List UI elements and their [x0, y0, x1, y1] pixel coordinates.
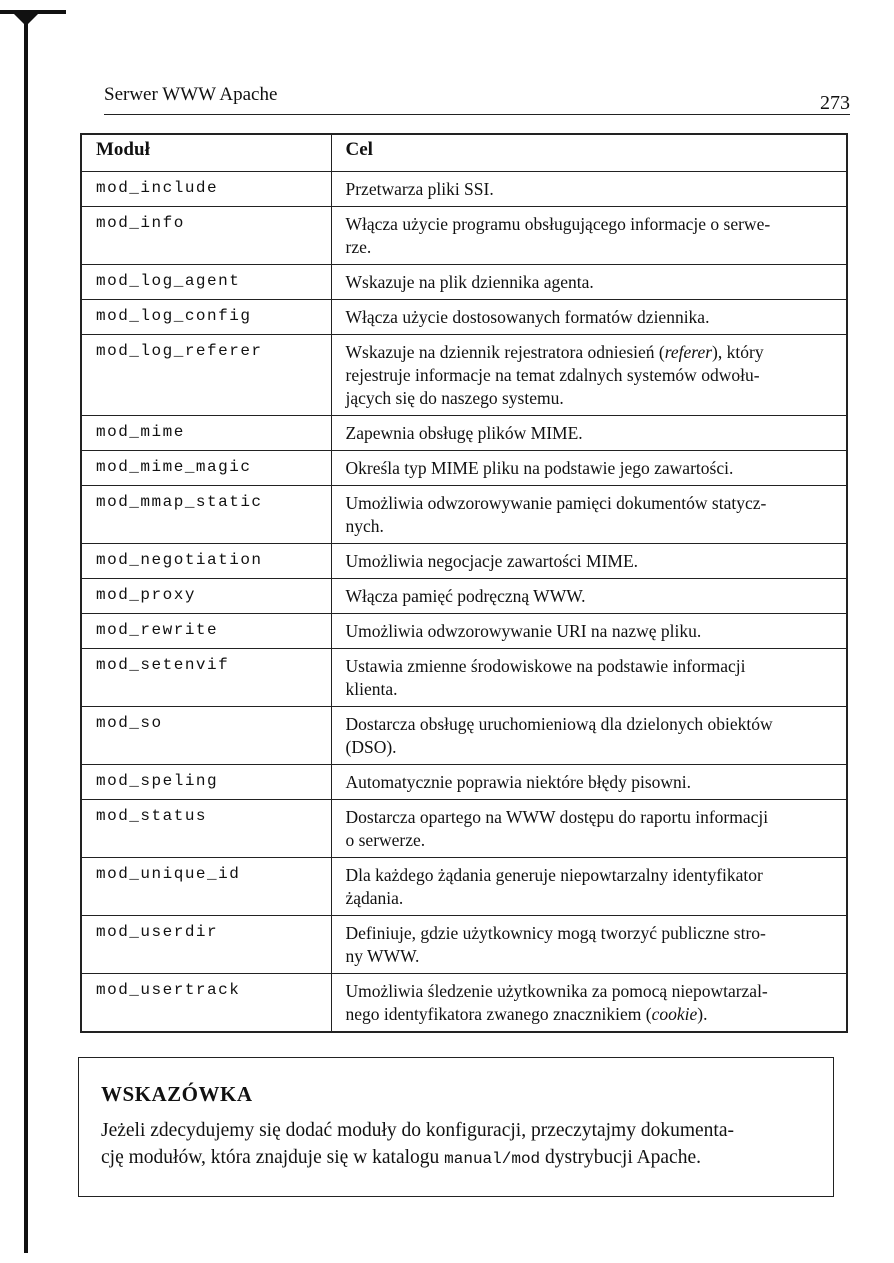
description-segment: Określa typ MIME pliku na podstawie jego zawartości.: [345, 458, 734, 478]
module-name-cell: mod_log_agent: [81, 265, 331, 300]
description-segment: ).: [697, 1004, 708, 1024]
module-name-cell: mod_negotiation: [81, 544, 331, 579]
description-segment: Dostarcza opartego na WWW dostępu do raportu informacji: [345, 807, 769, 827]
description-segment: Zapewnia obsługę plików MIME.: [345, 423, 583, 443]
table-row: [81, 172, 847, 207]
module-name-cell: mod_so: [81, 707, 331, 765]
tip-text-line1: Jeżeli zdecydujemy się dodać moduły do konfiguracji, przeczytajmy dokumenta-: [101, 1120, 734, 1141]
table-row: [81, 765, 847, 800]
description-segment: ), który: [712, 342, 764, 362]
module-description-cell: [331, 800, 847, 858]
description-segment: jących się do naszego systemu.: [345, 388, 564, 408]
column-header-module: Moduł: [81, 134, 331, 172]
module-name-cell: mod_unique_id: [81, 858, 331, 916]
table-header-row: [81, 134, 847, 172]
table-row: [81, 544, 847, 579]
description-segment: Dostarcza obsługę uruchomieniową dla dzielonych obiektów: [345, 714, 773, 734]
page-edge-line: [24, 10, 28, 1253]
module-description-cell: [331, 858, 847, 916]
description-segment: Przetwarza pliki SSI.: [345, 179, 494, 199]
table-row: [81, 858, 847, 916]
module-description-cell: [331, 451, 847, 486]
table-row: [81, 974, 847, 1033]
table-row: [81, 707, 847, 765]
module-name-cell: mod_mime: [81, 416, 331, 451]
description-segment: nych.: [345, 516, 384, 536]
description-segment: Automatycznie poprawia niektóre błędy pisowni.: [345, 772, 692, 792]
module-name-cell: mod_info: [81, 207, 331, 265]
description-segment: Wskazuje na dziennik rejestratora odniesień (: [345, 342, 665, 362]
description-segment: żądania.: [345, 888, 404, 908]
module-name-cell: mod_mmap_static: [81, 486, 331, 544]
module-description-cell: [331, 172, 847, 207]
table-row: [81, 916, 847, 974]
description-segment: (DSO).: [345, 737, 397, 757]
module-description-cell: [331, 416, 847, 451]
running-head: [104, 84, 850, 115]
description-segment: Definiuje, gdzie użytkownicy mogą tworzyć publiczne stro-: [345, 923, 766, 943]
tip-code-path: manual/mod: [444, 1150, 541, 1168]
module-name-cell: mod_speling: [81, 765, 331, 800]
module-name-cell: mod_mime_magic: [81, 451, 331, 486]
table-row: [81, 451, 847, 486]
module-description-cell: [331, 265, 847, 300]
module-description-cell: [331, 579, 847, 614]
table-row: [81, 579, 847, 614]
description-segment: rejestruje informacje na temat zdalnych systemów odwołu-: [345, 365, 760, 385]
tip-text-line2-start: cję modułów, która znajduje się w katalogu: [101, 1147, 445, 1168]
table-body: [81, 172, 847, 1033]
description-segment: Umożliwia śledzenie użytkownika za pomocą niepowtarzal-: [345, 981, 768, 1001]
module-description-cell: [331, 335, 847, 416]
module-table: [80, 133, 848, 1033]
module-description-cell: [331, 707, 847, 765]
table-row: [81, 614, 847, 649]
module-description-cell: [331, 300, 847, 335]
description-segment: Ustawia zmienne środowiskowe na podstawie informacji: [345, 656, 746, 676]
description-segment: Włącza użycie dostosowanych formatów dziennika.: [345, 307, 710, 327]
tip-text: [101, 1117, 811, 1173]
module-name-cell: mod_proxy: [81, 579, 331, 614]
description-segment: nego identyfikatora zwanego znacznikiem (: [345, 1004, 652, 1024]
module-name-cell: mod_usertrack: [81, 974, 331, 1033]
module-name-cell: mod_log_config: [81, 300, 331, 335]
table-row: [81, 265, 847, 300]
module-description-cell: [331, 614, 847, 649]
table-row: [81, 649, 847, 707]
page-number: 273: [820, 92, 850, 114]
description-segment: klienta.: [345, 679, 398, 699]
table-row: [81, 800, 847, 858]
description-segment: ny WWW.: [345, 946, 420, 966]
table-row: [81, 335, 847, 416]
table-row: [81, 300, 847, 335]
column-header-purpose: Cel: [331, 134, 847, 172]
description-segment: Umożliwia negocjacje zawartości MIME.: [345, 551, 639, 571]
module-name-cell: mod_include: [81, 172, 331, 207]
description-segment: Włącza pamięć podręczną WWW.: [345, 586, 586, 606]
table-row: [81, 486, 847, 544]
module-name-cell: mod_rewrite: [81, 614, 331, 649]
description-segment: rze.: [345, 237, 372, 257]
module-description-cell: [331, 649, 847, 707]
tip-title: WSKAZÓWKA: [101, 1082, 253, 1106]
module-name-cell: mod_log_referer: [81, 335, 331, 416]
module-description-cell: [331, 765, 847, 800]
description-segment: referer: [664, 342, 713, 362]
module-description-cell: [331, 207, 847, 265]
module-description-cell: [331, 486, 847, 544]
table-row: [81, 416, 847, 451]
description-segment: Włącza użycie programu obsługującego informacje o serwe-: [345, 214, 771, 234]
module-description-cell: [331, 916, 847, 974]
description-segment: o serwerze.: [345, 830, 426, 850]
description-segment: Wskazuje na plik dziennika agenta.: [345, 272, 594, 292]
module-name-cell: mod_status: [81, 800, 331, 858]
description-segment: Umożliwia odwzorowywanie pamięci dokumentów statycz-: [345, 493, 767, 513]
description-segment: Dla każdego żądania generuje niepowtarzalny identyfikator: [345, 865, 763, 885]
module-description-cell: [331, 544, 847, 579]
running-head-title: Serwer WWW Apache: [104, 84, 278, 105]
module-name-cell: mod_setenvif: [81, 649, 331, 707]
module-name-cell: mod_userdir: [81, 916, 331, 974]
module-description-cell: [331, 974, 847, 1033]
tip-text-line2-end: dystrybucji Apache.: [540, 1147, 701, 1168]
table-row: [81, 207, 847, 265]
description-segment: Umożliwia odwzorowywanie URI na nazwę pliku.: [345, 621, 702, 641]
description-segment: cookie: [651, 1004, 698, 1024]
tip-box: [78, 1057, 834, 1197]
